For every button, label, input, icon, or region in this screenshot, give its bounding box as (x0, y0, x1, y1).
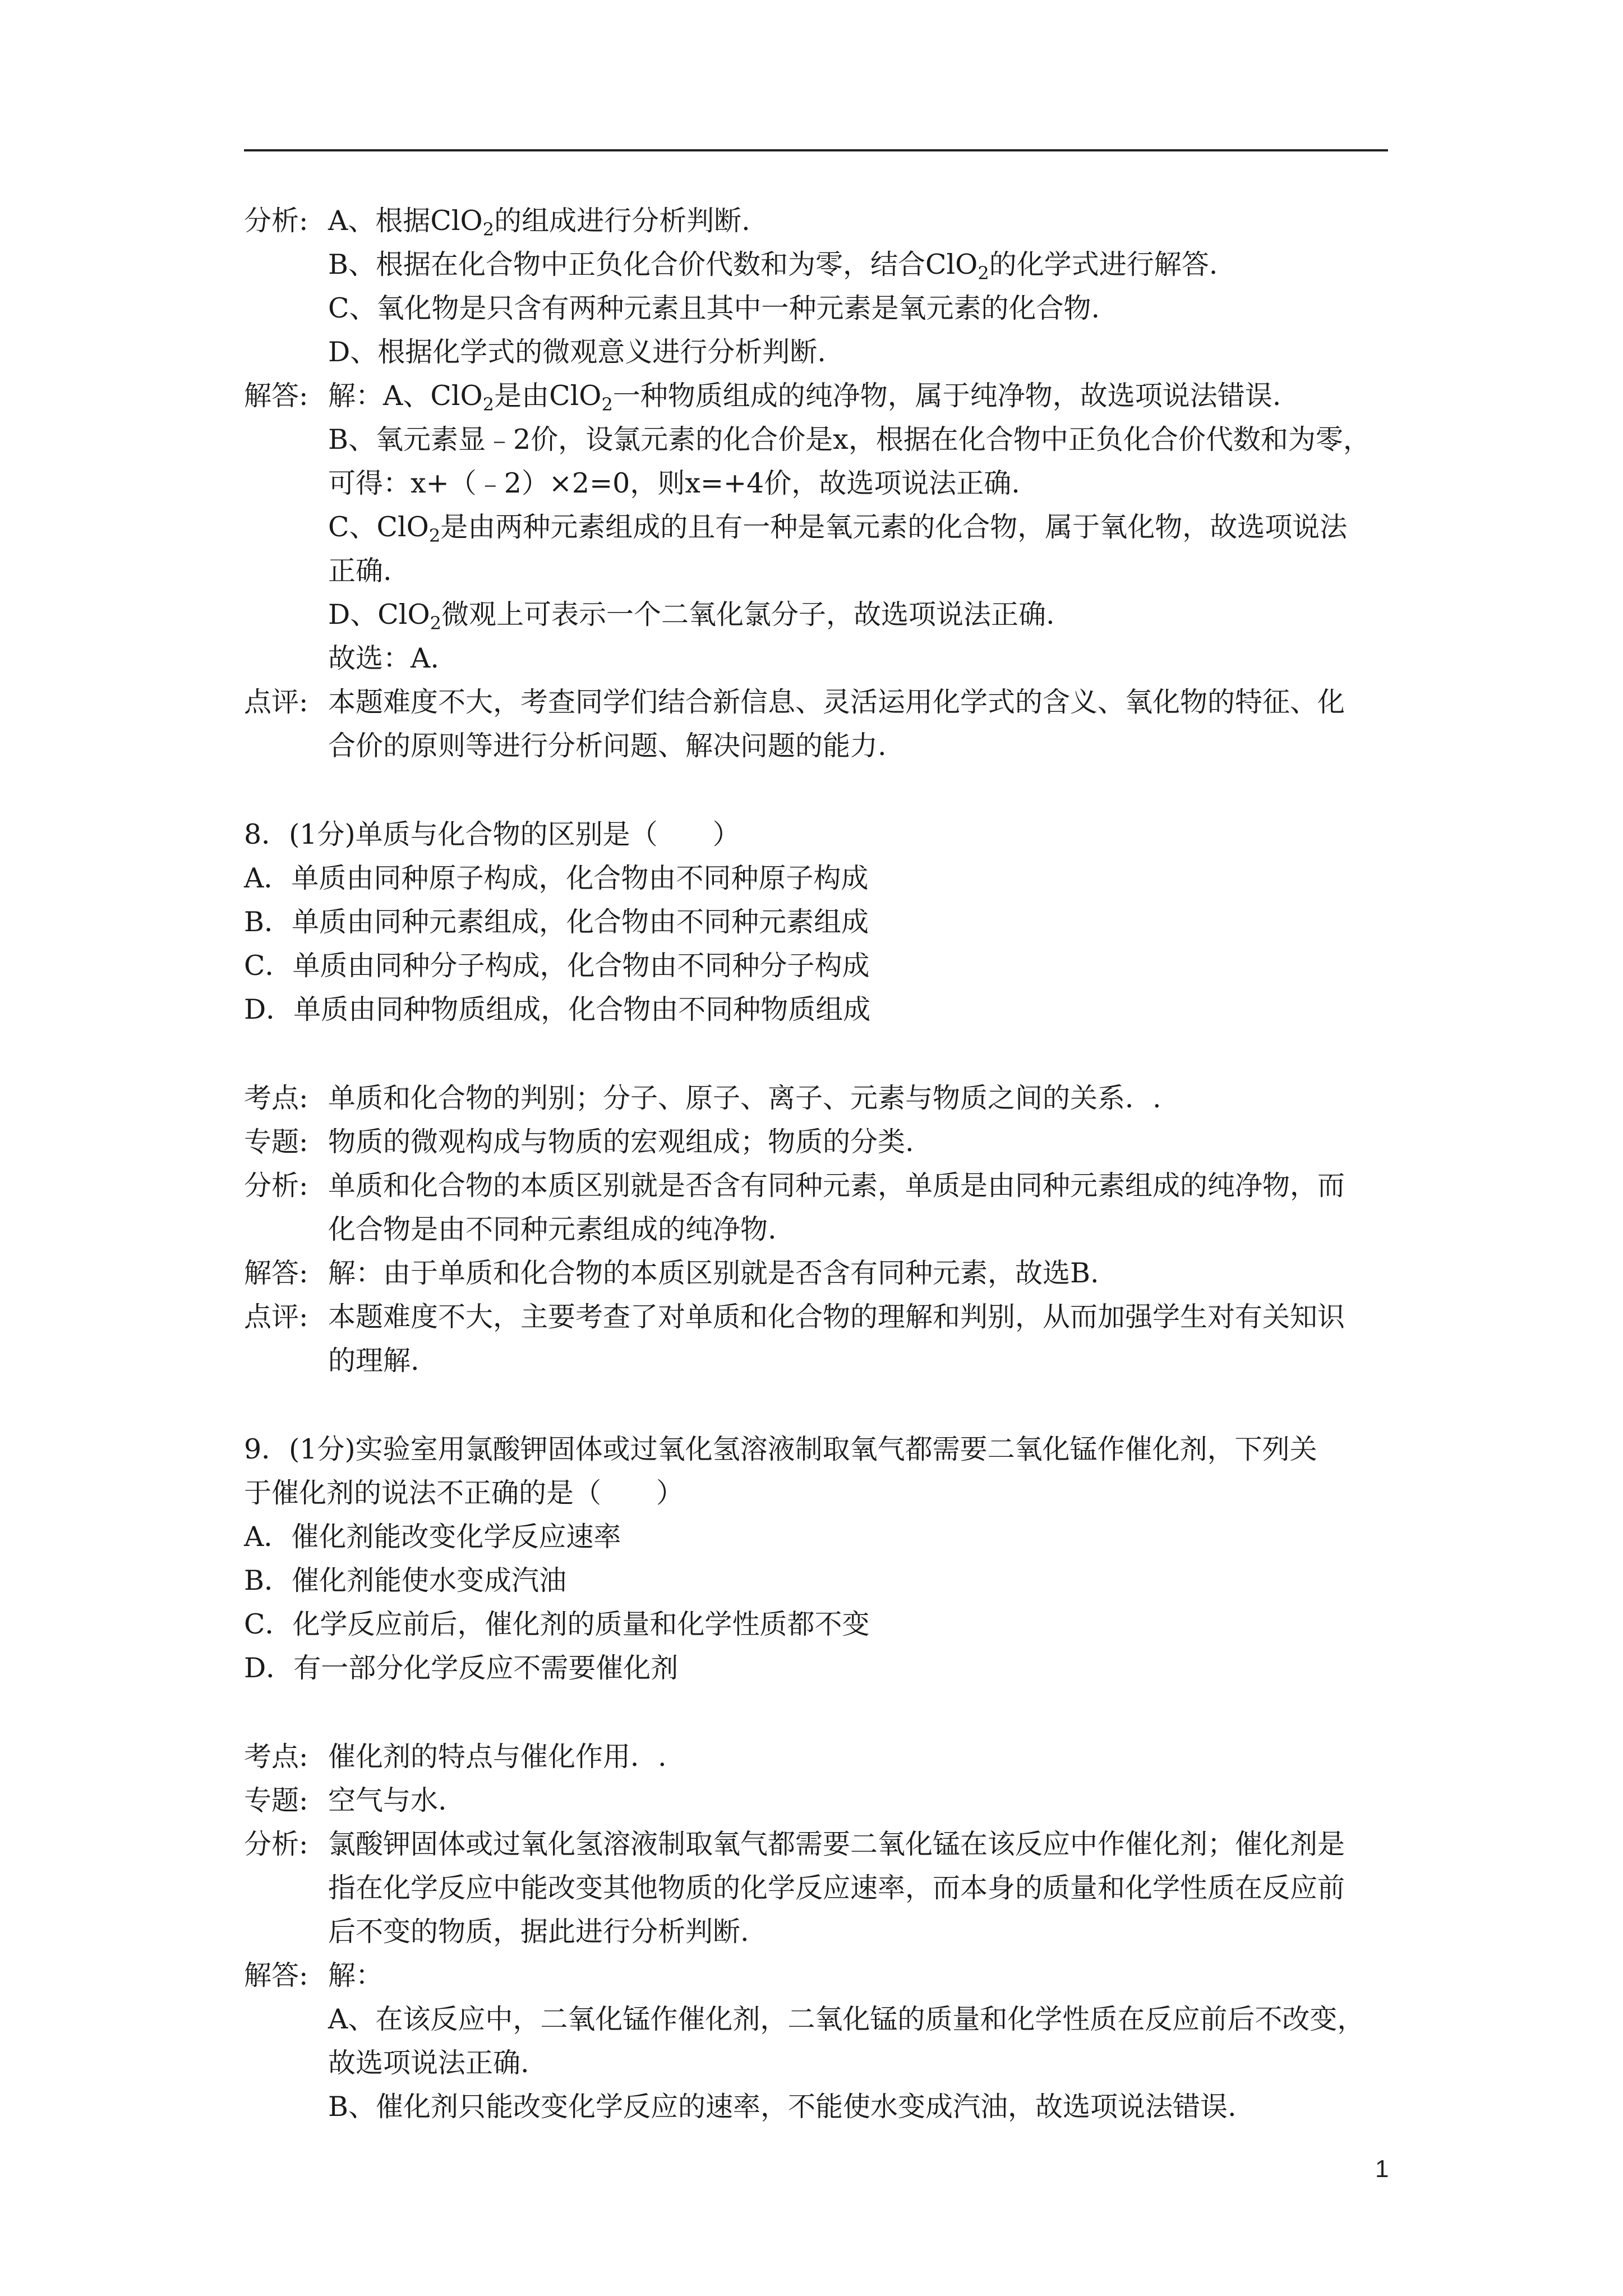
q8-option-b: B．单质由同种元素组成，化合物由不同种元素组成 (244, 906, 869, 938)
q9-analysis (244, 1823, 1391, 1954)
page-number: 1 (1375, 2155, 1389, 2183)
q7-analysis-line: A、根据ClO$_2$的组成进行分析判断. (328, 205, 750, 240)
q8-answer-text: 解：由于单质和化合物的本质区别就是否含有同种元素，故选B. (328, 1257, 1099, 1289)
comment-label: 点评: (244, 686, 308, 718)
q8-analysis-line: 单质和化合物的本质区别就是否含有同种元素，单质是由同种元素组成的纯净物，而 (328, 1170, 1345, 1202)
zhuanti-label: 专题: (244, 1126, 308, 1158)
q8-stem: 8．(1分)单质与化合物的区别是（ ） (244, 818, 740, 850)
q9-analysis-line: 后不变的物质，据此进行分析判断. (328, 1916, 749, 1948)
q7-comment-line: 合价的原则等进行分析问题、解决问题的能力. (328, 730, 887, 762)
q8-zhuanti (244, 1120, 1391, 1164)
q7-analysis-line: C、氧化物是只含有两种元素且其中一种元素是氧元素的化合物. (328, 292, 1100, 324)
q7-analysis-line: B、根据在化合物中正负化合价代数和为零，结合ClO$_2$的化学式进行解答. (328, 249, 1218, 284)
analysis-label: 分析: (244, 1828, 308, 1860)
q8-answer (244, 1251, 1391, 1295)
q9-option-d: D．有一部分化学反应不需要催化剂 (244, 1652, 679, 1684)
q8-kaodian-text: 单质和化合物的判别；分子、原子、离子、元素与物质之间的关系．. (328, 1082, 1161, 1114)
q7-analysis-line: D、根据化学式的微观意义进行分析判断. (328, 336, 826, 368)
q8-analysis-line: 化合物是由不同种元素组成的纯净物. (328, 1213, 777, 1245)
q7-answer-line: C、ClO$_2$是由两种元素组成的且有一种是氧元素的化合物，属于氧化物，故选项说法 (328, 511, 1348, 546)
q8-zhuanti-text: 物质的微观构成与物质的宏观组成；物质的分类. (328, 1126, 914, 1158)
q7-answer-line: B、氧元素显﹣2价，设氯元素的化合价是x，根据在化合物中正负化合价代数和为零， (328, 424, 1371, 455)
q8-comment-line: 本题难度不大，主要考查了对单质和化合物的理解和判别，从而加强学生对有关知识 (328, 1301, 1345, 1333)
q7-answer-line: D、ClO$_2$微观上可表示一个二氧化氯分子，故选项说法正确. (328, 599, 1055, 634)
q8-option-c: C．单质由同种分子构成，化合物由不同种分子构成 (244, 950, 870, 982)
q7-answer-line: 解：A、ClO$_2$是由ClO$_2$一种物质组成的纯净物，属于纯净物，故选项说法错误. (328, 380, 1281, 415)
kaodian-label: 考点: (244, 1741, 308, 1773)
q9-answer-line: B、催化剂只能改变化学反应的速率，不能使水变成汽油，故选项说法错误. (328, 2091, 1237, 2123)
analysis-label: 分析: (244, 1170, 308, 1202)
q9-zhuanti-text: 空气与水. (328, 1784, 447, 1816)
answer-label: 解答: (244, 1257, 308, 1289)
q9-answer-intro: 解： (328, 1959, 384, 1991)
header-rule (244, 149, 1388, 151)
q9-answer-line: A、在该反应中，二氧化锰作催化剂，二氧化锰的质量和化学性质在反应前后不改变， (328, 2003, 1365, 2035)
comment-label: 点评: (244, 1301, 308, 1333)
q9-stem-line: 于催化剂的说法不正确的是（ ） (244, 1477, 684, 1509)
analysis-label: 分析: (244, 205, 308, 237)
q9-analysis-line: 指在化学反应中能改变其他物质的化学反应速率，而本身的质量和化学性质在反应前 (328, 1872, 1345, 1904)
q8-analysis (244, 1164, 1391, 1251)
q8-option-a: A．单质由同种原子构成，化合物由不同种原子构成 (244, 862, 869, 894)
q8-option-d: D．单质由同种物质组成，化合物由不同种物质组成 (244, 993, 871, 1025)
q9-option-c: C．化学反应前后，催化剂的质量和化学性质都不变 (244, 1608, 870, 1640)
answer-label: 解答: (244, 1959, 308, 1991)
q8-comment-line: 的理解. (328, 1345, 419, 1377)
q7-answer-line: 可得：x+（﹣2）×2=0，则x=+4价，故选项说法正确. (328, 467, 1020, 499)
q7-answer (244, 374, 1391, 680)
q9-stem-line: 9．(1分)实验室用氯酸钾固体或过氧化氢溶液制取氧气都需要二氧化锰作催化剂，下列关 (244, 1433, 1317, 1465)
q9-kaodian (244, 1735, 1391, 1779)
q7-answer-line: 正确. (328, 555, 392, 587)
zhuanti-label: 专题: (244, 1784, 308, 1816)
q7-analysis (244, 199, 1391, 374)
q8-comment (244, 1295, 1391, 1383)
q7-answer-line: 故选：A. (328, 642, 439, 674)
q7-comment (244, 680, 1391, 768)
kaodian-label: 考点: (244, 1082, 308, 1114)
q9-answer-line: 故选项说法正确. (328, 2047, 529, 2079)
q9-answer (244, 1954, 1391, 2129)
q8-kaodian (244, 1076, 1391, 1120)
q9-zhuanti (244, 1779, 1391, 1823)
answer-label: 解答: (244, 380, 308, 412)
q9-option-a: A．催化剂能改变化学反应速率 (244, 1521, 621, 1553)
q9-option-b: B．催化剂能使水变成汽油 (244, 1565, 567, 1596)
page-content (244, 199, 1391, 2129)
q9-analysis-line: 氯酸钾固体或过氧化氢溶液制取氧气都需要二氧化锰在该反应中作催化剂；催化剂是 (328, 1828, 1345, 1860)
q9-kaodian-text: 催化剂的特点与催化作用．. (328, 1741, 667, 1773)
q7-comment-line: 本题难度不大，考查同学们结合新信息、灵活运用化学式的含义、氧化物的特征、化 (328, 686, 1345, 718)
